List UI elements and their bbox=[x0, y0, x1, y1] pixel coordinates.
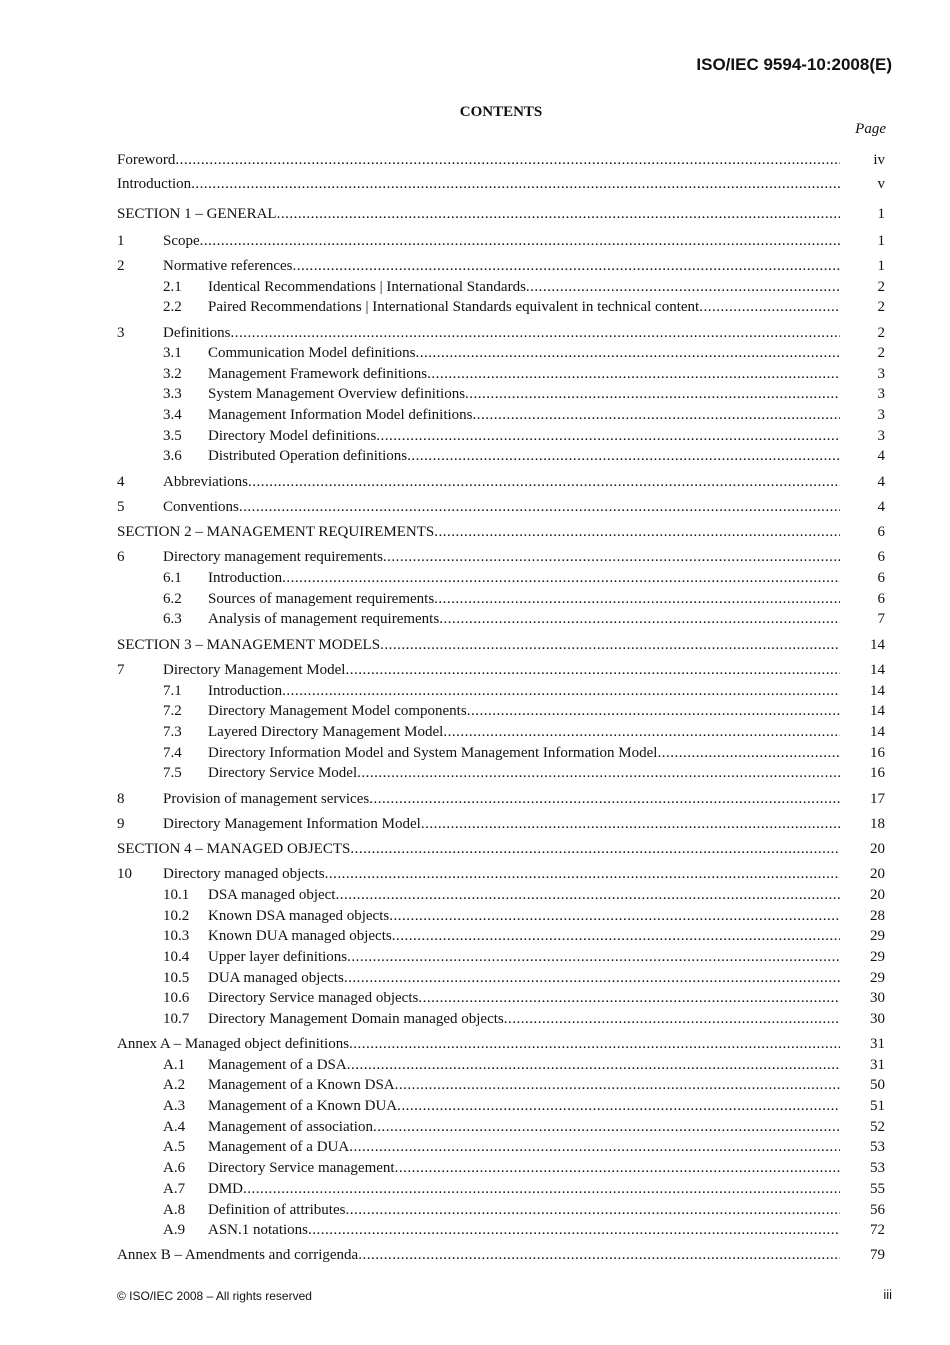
toc-entry-title: Annex A – Managed object definitions bbox=[117, 1036, 350, 1052]
dot-leader bbox=[369, 789, 840, 809]
toc-entry-number: 3.4 bbox=[163, 407, 182, 423]
toc-entry-page: 14 bbox=[870, 662, 885, 678]
toc-entry-title: DUA managed objects bbox=[208, 970, 344, 986]
dot-leader bbox=[191, 174, 840, 194]
toc-entry-page: 1 bbox=[877, 258, 885, 274]
toc-entry-page: 50 bbox=[870, 1077, 885, 1093]
dot-leader bbox=[439, 609, 840, 629]
toc-entry-page: 14 bbox=[870, 683, 885, 699]
toc-entry-title: ASN.1 notations bbox=[208, 1222, 309, 1238]
toc-entry[interactable] bbox=[117, 174, 885, 194]
toc-entry-number: 1 bbox=[117, 233, 125, 249]
toc-entry[interactable] bbox=[117, 1245, 885, 1265]
toc-entry-number: A.8 bbox=[163, 1202, 186, 1218]
toc-entry-title: Normative references bbox=[163, 258, 293, 274]
dot-leader bbox=[443, 722, 840, 742]
dot-leader bbox=[349, 1034, 840, 1054]
toc-entry-title: Directory Model definitions bbox=[208, 428, 377, 444]
dot-leader bbox=[344, 968, 840, 988]
dot-leader bbox=[282, 568, 840, 588]
toc-entry-page: 16 bbox=[870, 765, 885, 781]
toc-entry-number: A.9 bbox=[163, 1222, 186, 1238]
toc-entry-number: 10.4 bbox=[163, 949, 190, 965]
toc-entry-number: 6.1 bbox=[163, 570, 182, 586]
toc-entry[interactable] bbox=[117, 1158, 885, 1178]
dot-leader bbox=[467, 701, 840, 721]
toc-entry[interactable] bbox=[117, 722, 885, 742]
toc-entry-number: 3.1 bbox=[163, 345, 182, 361]
toc-entry-page: 6 bbox=[877, 524, 885, 540]
toc-entry-number: 10.3 bbox=[163, 928, 190, 944]
toc-entry-title: Directory Service Model bbox=[208, 765, 358, 781]
toc-entry-number: A.5 bbox=[163, 1139, 186, 1155]
toc-entry-page: 16 bbox=[870, 745, 885, 761]
toc-entry-title: Known DUA managed objects bbox=[208, 928, 392, 944]
toc-entry-number: 3.6 bbox=[163, 448, 182, 464]
toc-entry-number: 10.2 bbox=[163, 908, 190, 924]
toc-entry-number: 7.5 bbox=[163, 765, 182, 781]
toc-entry-title: Annex B – Amendments and corrigenda bbox=[117, 1247, 359, 1263]
toc-entry-title: Definition of attributes bbox=[208, 1202, 346, 1218]
toc-entry-title: Known DSA managed objects bbox=[208, 908, 390, 924]
toc-entry-title: Directory Management Information Model bbox=[163, 816, 421, 832]
toc-entry[interactable] bbox=[117, 1055, 885, 1075]
toc-entry-page: 18 bbox=[870, 816, 885, 832]
toc-entry[interactable] bbox=[117, 277, 885, 297]
toc-entry-number: 4 bbox=[117, 474, 125, 490]
toc-entry-number: 3.2 bbox=[163, 366, 182, 382]
toc-entry-title: Provision of management services bbox=[163, 791, 370, 807]
toc-entry-page: 56 bbox=[870, 1202, 885, 1218]
toc-entry[interactable] bbox=[117, 297, 885, 317]
toc-entry-number: A.2 bbox=[163, 1077, 186, 1093]
toc-entry-number: 10.6 bbox=[163, 990, 190, 1006]
toc-entry-title: SECTION 3 – MANAGEMENT MODELS bbox=[117, 637, 381, 653]
dot-leader bbox=[465, 384, 840, 404]
toc-entry-page: 29 bbox=[870, 949, 885, 965]
dot-leader bbox=[239, 497, 840, 517]
toc-entry-number: 7.3 bbox=[163, 724, 182, 740]
dot-leader bbox=[434, 589, 840, 609]
toc-entry-number: 7.1 bbox=[163, 683, 182, 699]
toc-entry-page: 3 bbox=[877, 428, 885, 444]
toc-entry-title: Analysis of management requirements bbox=[208, 611, 440, 627]
toc-entry-title: System Management Overview definitions bbox=[208, 386, 466, 402]
toc-entry[interactable] bbox=[117, 1096, 885, 1116]
toc-entry[interactable] bbox=[117, 426, 885, 446]
toc-entry-page: 14 bbox=[870, 724, 885, 740]
toc-entry-number: 2.1 bbox=[163, 279, 182, 295]
toc-entry[interactable] bbox=[117, 968, 885, 988]
toc-entry-page: 72 bbox=[870, 1222, 885, 1238]
toc-entry-page: 2 bbox=[877, 345, 885, 361]
toc-entry[interactable] bbox=[117, 660, 885, 680]
toc-entry-title: Foreword bbox=[117, 152, 176, 168]
dot-leader bbox=[347, 1055, 840, 1075]
toc-entry[interactable] bbox=[117, 364, 885, 384]
dot-leader bbox=[473, 405, 840, 425]
toc-entry-page: 2 bbox=[877, 325, 885, 341]
toc-entry[interactable] bbox=[117, 763, 885, 783]
toc-entry[interactable] bbox=[117, 839, 885, 859]
toc-entry[interactable] bbox=[117, 472, 885, 492]
toc-entry-title: Directory Service managed objects bbox=[208, 990, 419, 1006]
toc-entry-title: DSA managed object bbox=[208, 887, 336, 903]
toc-entry[interactable] bbox=[117, 926, 885, 946]
toc-entry[interactable] bbox=[117, 1220, 885, 1240]
dot-leader bbox=[243, 1179, 840, 1199]
toc-entry-page: 20 bbox=[870, 866, 885, 882]
dot-leader bbox=[418, 988, 840, 1008]
toc-entry-title: Directory Management Domain managed objects bbox=[208, 1011, 504, 1027]
toc-entry-title: Sources of management requirements bbox=[208, 591, 435, 607]
toc-entry-page: 14 bbox=[870, 703, 885, 719]
toc-entry[interactable] bbox=[117, 522, 885, 542]
toc-entry[interactable] bbox=[117, 1034, 885, 1054]
toc-entry[interactable] bbox=[117, 681, 885, 701]
dot-leader bbox=[397, 1096, 840, 1116]
toc-entry-title: SECTION 2 – MANAGEMENT REQUIREMENTS bbox=[117, 524, 435, 540]
toc-entry-title: Directory Service management bbox=[208, 1160, 395, 1176]
toc-entry-title: Identical Recommendations | International Standards bbox=[208, 279, 526, 295]
toc-entry-page: 31 bbox=[870, 1057, 885, 1073]
contents-title: CONTENTS bbox=[459, 104, 543, 120]
toc-entry-page: 4 bbox=[877, 448, 885, 464]
dot-leader bbox=[699, 297, 840, 317]
toc-entry-page: 52 bbox=[870, 1119, 885, 1135]
dot-leader bbox=[325, 864, 840, 884]
toc-entry-page: 2 bbox=[877, 279, 885, 295]
toc-entry-title: Management of association bbox=[208, 1119, 373, 1135]
toc-entry[interactable] bbox=[117, 701, 885, 721]
toc-entry-page: 79 bbox=[870, 1247, 885, 1263]
toc-entry-page: v bbox=[877, 176, 885, 192]
dot-leader bbox=[350, 839, 840, 859]
toc-entry-number: 2.2 bbox=[163, 299, 182, 315]
toc-entry[interactable] bbox=[117, 947, 885, 967]
dot-leader bbox=[345, 1200, 840, 1220]
toc-entry-title: Paired Recommendations | International Standards equivalent in technical content bbox=[208, 299, 700, 315]
toc-entry-number: 8 bbox=[117, 791, 125, 807]
toc-entry-page: 3 bbox=[877, 386, 885, 402]
toc-entry[interactable] bbox=[117, 1009, 885, 1029]
toc-entry[interactable] bbox=[117, 1179, 885, 1199]
toc-entry[interactable] bbox=[117, 635, 885, 655]
toc-entry-title: SECTION 4 – MANAGED OBJECTS bbox=[117, 841, 351, 857]
toc-entry-title: SECTION 1 – GENERAL bbox=[117, 206, 277, 222]
toc-entry[interactable] bbox=[117, 988, 885, 1008]
toc-entry-title: Introduction bbox=[208, 683, 283, 699]
toc-entry[interactable] bbox=[117, 906, 885, 926]
toc-entry[interactable] bbox=[117, 1117, 885, 1137]
toc-entry-number: 10.5 bbox=[163, 970, 190, 986]
toc-entry-number: A.6 bbox=[163, 1160, 186, 1176]
toc-entry-title: Management of a Known DUA bbox=[208, 1098, 398, 1114]
dot-leader bbox=[376, 426, 840, 446]
dot-leader bbox=[434, 522, 840, 542]
toc-entry-number: 6 bbox=[117, 549, 125, 565]
toc-entry-title: Management of a DSA bbox=[208, 1057, 347, 1073]
toc-entry-number: A.1 bbox=[163, 1057, 186, 1073]
toc-entry-number: A.4 bbox=[163, 1119, 186, 1135]
toc-entry-title: Introduction bbox=[117, 176, 192, 192]
dot-leader bbox=[383, 547, 840, 567]
toc-entry-number: 10 bbox=[117, 866, 132, 882]
toc-entry[interactable] bbox=[117, 384, 885, 404]
toc-entry-page: 29 bbox=[870, 928, 885, 944]
toc-entry-page: 14 bbox=[870, 637, 885, 653]
toc-entry-number: 3 bbox=[117, 325, 125, 341]
dot-leader bbox=[427, 364, 840, 384]
dot-leader bbox=[347, 947, 840, 967]
page-column-label: Page bbox=[855, 121, 886, 137]
toc-entry-number: 7.2 bbox=[163, 703, 182, 719]
toc-entry-page: 53 bbox=[870, 1139, 885, 1155]
toc-entry[interactable] bbox=[117, 231, 885, 251]
dot-leader bbox=[358, 1245, 840, 1265]
dot-leader bbox=[277, 204, 840, 224]
toc-entry[interactable] bbox=[117, 1137, 885, 1157]
toc-entry-number: A.7 bbox=[163, 1181, 186, 1197]
toc-entry-title: Directory Management Model components bbox=[208, 703, 467, 719]
toc-entry-page: 55 bbox=[870, 1181, 885, 1197]
dot-leader bbox=[395, 1158, 840, 1178]
toc-entry-number: A.3 bbox=[163, 1098, 186, 1114]
toc-entry-page: 53 bbox=[870, 1160, 885, 1176]
toc-entry-page: 3 bbox=[877, 407, 885, 423]
toc-entry[interactable] bbox=[117, 589, 885, 609]
toc-entry-page: 6 bbox=[877, 591, 885, 607]
toc-entry-title: Management of a Known DSA bbox=[208, 1077, 395, 1093]
toc-entry-page: 2 bbox=[877, 299, 885, 315]
toc-entry[interactable] bbox=[117, 814, 885, 834]
dot-leader bbox=[200, 231, 840, 251]
toc-entry-number: 7.4 bbox=[163, 745, 182, 761]
dot-leader bbox=[421, 814, 840, 834]
toc-entry-title: Management Framework definitions bbox=[208, 366, 428, 382]
toc-entry[interactable] bbox=[117, 789, 885, 809]
toc-entry-page: 6 bbox=[877, 549, 885, 565]
toc-entry[interactable] bbox=[117, 1200, 885, 1220]
dot-leader bbox=[248, 472, 840, 492]
dot-leader bbox=[407, 446, 840, 466]
dot-leader bbox=[308, 1220, 840, 1240]
toc-entry-title: Definitions bbox=[163, 325, 231, 341]
toc-entry-page: 28 bbox=[870, 908, 885, 924]
toc-entry-number: 7 bbox=[117, 662, 125, 678]
dot-leader bbox=[282, 681, 840, 701]
toc-entry-title: Upper layer definitions bbox=[208, 949, 348, 965]
dot-leader bbox=[357, 763, 840, 783]
dot-leader bbox=[293, 256, 840, 276]
toc-entry-title: Management of a DUA bbox=[208, 1139, 350, 1155]
toc-entry-title: Directory Information Model and System Management Information Model bbox=[208, 745, 658, 761]
document-id-header: ISO/IEC 9594-10:2008(E) bbox=[696, 55, 892, 74]
dot-leader bbox=[335, 885, 840, 905]
toc-entry-title: Introduction bbox=[208, 570, 283, 586]
toc-entry-page: 30 bbox=[870, 990, 885, 1006]
toc-entry-title: Directory management requirements bbox=[163, 549, 383, 565]
toc-entry-number: 6.2 bbox=[163, 591, 182, 607]
toc-entry-title: Directory Management Model bbox=[163, 662, 346, 678]
toc-entry-title: DMD bbox=[208, 1181, 244, 1197]
toc-entry[interactable] bbox=[117, 743, 885, 763]
toc-entry-page: 4 bbox=[877, 474, 885, 490]
dot-leader bbox=[395, 1075, 840, 1095]
copyright-footer: © ISO/IEC 2008 – All rights reserved bbox=[117, 1289, 312, 1303]
toc-entry-page: 20 bbox=[870, 841, 885, 857]
page-number: iii bbox=[883, 1287, 892, 1302]
toc-entry[interactable] bbox=[117, 497, 885, 517]
toc-entry[interactable] bbox=[117, 204, 885, 224]
toc-entry[interactable] bbox=[117, 150, 885, 170]
toc-entry-number: 6.3 bbox=[163, 611, 182, 627]
toc-entry-page: 7 bbox=[877, 611, 885, 627]
dot-leader bbox=[415, 343, 840, 363]
dot-leader bbox=[380, 635, 840, 655]
dot-leader bbox=[526, 277, 840, 297]
toc-entry-title: Conventions bbox=[163, 499, 239, 515]
dot-leader bbox=[231, 323, 841, 343]
toc-entry[interactable] bbox=[117, 885, 885, 905]
toc-entry-number: 10.7 bbox=[163, 1011, 190, 1027]
toc-entry-page: 20 bbox=[870, 887, 885, 903]
toc-entry[interactable] bbox=[117, 568, 885, 588]
dot-leader bbox=[504, 1009, 840, 1029]
toc-entry-title: Management Information Model definitions bbox=[208, 407, 473, 423]
toc-entry-title: Abbreviations bbox=[163, 474, 248, 490]
toc-entry-page: 31 bbox=[870, 1036, 885, 1052]
toc-entry-title: Communication Model definitions bbox=[208, 345, 416, 361]
toc-entry[interactable] bbox=[117, 864, 885, 884]
toc-entry[interactable] bbox=[117, 405, 885, 425]
toc-entry-title: Layered Directory Management Model bbox=[208, 724, 444, 740]
dot-leader bbox=[349, 1137, 840, 1157]
toc-entry-number: 10.1 bbox=[163, 887, 190, 903]
toc-entry[interactable] bbox=[117, 1075, 885, 1095]
toc-entry-number: 3.3 bbox=[163, 386, 182, 402]
toc-entry-page: 29 bbox=[870, 970, 885, 986]
toc-entry-page: 1 bbox=[877, 233, 885, 249]
toc-entry-number: 9 bbox=[117, 816, 125, 832]
dot-leader bbox=[175, 150, 840, 170]
toc-entry[interactable] bbox=[117, 547, 885, 567]
dot-leader bbox=[345, 660, 840, 680]
toc-entry[interactable] bbox=[117, 323, 885, 343]
toc-entry[interactable] bbox=[117, 609, 885, 629]
toc-entry[interactable] bbox=[117, 343, 885, 363]
dot-leader bbox=[392, 926, 840, 946]
toc-entry-title: Directory managed objects bbox=[163, 866, 325, 882]
dot-leader bbox=[657, 743, 840, 763]
toc-entry-number: 2 bbox=[117, 258, 125, 274]
toc-entry-page: 1 bbox=[877, 206, 885, 222]
toc-entry-title: Scope bbox=[163, 233, 200, 249]
toc-entry-page: 3 bbox=[877, 366, 885, 382]
toc-entry-number: 3.5 bbox=[163, 428, 182, 444]
toc-entry-page: 30 bbox=[870, 1011, 885, 1027]
toc-entry-page: 4 bbox=[877, 499, 885, 515]
toc-entry-page: 6 bbox=[877, 570, 885, 586]
toc-entry[interactable] bbox=[117, 256, 885, 276]
dot-leader bbox=[373, 1117, 840, 1137]
toc-entry-page: 17 bbox=[870, 791, 885, 807]
toc-entry[interactable] bbox=[117, 446, 885, 466]
toc-entry-page: 51 bbox=[870, 1098, 885, 1114]
toc-entry-number: 5 bbox=[117, 499, 125, 515]
dot-leader bbox=[389, 906, 840, 926]
toc-entry-title: Distributed Operation definitions bbox=[208, 448, 408, 464]
toc-entry-page: iv bbox=[873, 152, 885, 168]
